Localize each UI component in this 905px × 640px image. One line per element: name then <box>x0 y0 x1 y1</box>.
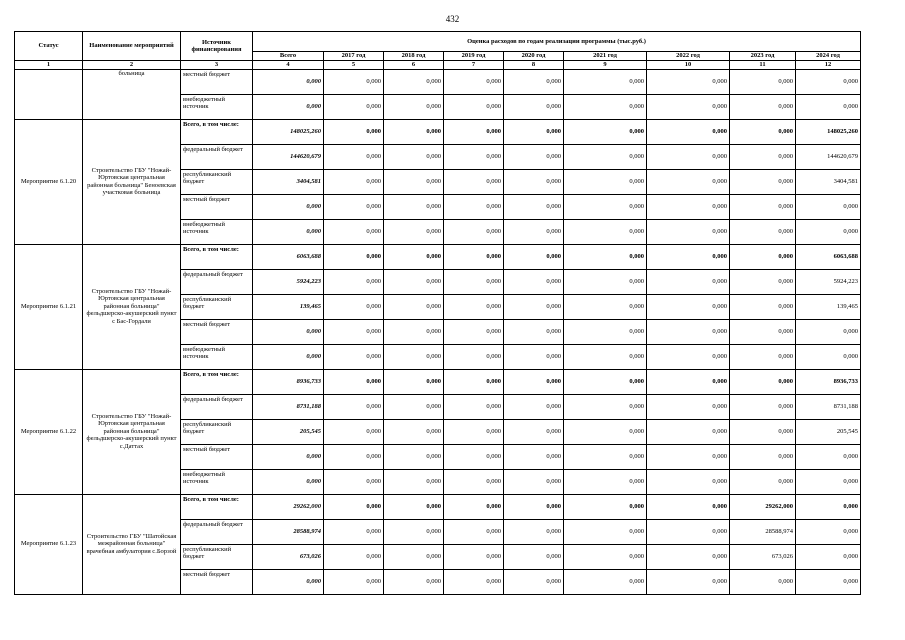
year-value: 0,000 <box>647 269 730 294</box>
year-value: 0,000 <box>324 244 384 269</box>
column-number: 5 <box>324 61 384 70</box>
year-value: 0,000 <box>384 94 444 119</box>
year-value: 0,000 <box>796 544 861 569</box>
year-value: 0,000 <box>647 194 730 219</box>
year-value: 0,000 <box>384 419 444 444</box>
year-value: 0,000 <box>384 469 444 494</box>
year-value: 0,000 <box>647 244 730 269</box>
year-value: 0,000 <box>444 519 504 544</box>
header-estimate: Оценка расходов по годам реализации программы (тыс.руб.) <box>253 32 861 52</box>
year-value: 5924,223 <box>796 269 861 294</box>
measure-status: Мероприятие 6.1.20 <box>15 119 83 244</box>
page-number: 432 <box>445 14 460 24</box>
year-value: 0,000 <box>384 394 444 419</box>
table-row <box>15 494 861 519</box>
year-value: 0,000 <box>647 294 730 319</box>
year-value: 0,000 <box>564 219 647 244</box>
header-year: 2022 год <box>647 52 730 61</box>
year-value: 6063,688 <box>796 244 861 269</box>
year-value: 0,000 <box>564 544 647 569</box>
funding-source: внебюджетный источник <box>181 219 253 244</box>
year-value: 0,000 <box>564 144 647 169</box>
year-value: 0,000 <box>444 94 504 119</box>
total-value: 205,545 <box>253 419 324 444</box>
year-value: 0,000 <box>504 469 564 494</box>
year-value: 0,000 <box>564 119 647 144</box>
year-value: 0,000 <box>444 344 504 369</box>
year-value: 0,000 <box>324 219 384 244</box>
year-value: 0,000 <box>647 469 730 494</box>
year-value: 0,000 <box>384 244 444 269</box>
column-number: 12 <box>796 61 861 70</box>
year-value: 0,000 <box>647 219 730 244</box>
total-value: 0,000 <box>253 444 324 469</box>
year-value: 0,000 <box>647 369 730 394</box>
year-value: 0,000 <box>324 119 384 144</box>
year-value: 0,000 <box>564 519 647 544</box>
year-value: 0,000 <box>564 569 647 594</box>
year-value: 0,000 <box>796 444 861 469</box>
funding-source: республиканский бюджет <box>181 419 253 444</box>
year-value: 0,000 <box>647 394 730 419</box>
year-value: 0,000 <box>384 169 444 194</box>
year-value: 0,000 <box>384 544 444 569</box>
year-value: 0,000 <box>504 119 564 144</box>
column-number: 11 <box>730 61 796 70</box>
year-value: 0,000 <box>730 119 796 144</box>
year-value: 0,000 <box>796 494 861 519</box>
total-value: 0,000 <box>253 219 324 244</box>
year-value: 0,000 <box>384 569 444 594</box>
year-value: 0,000 <box>384 369 444 394</box>
column-number: 2 <box>83 61 181 70</box>
total-value: 0,000 <box>253 194 324 219</box>
year-value: 0,000 <box>647 419 730 444</box>
header-year: 2021 год <box>564 52 647 61</box>
year-value: 0,000 <box>564 319 647 344</box>
year-value: 0,000 <box>444 569 504 594</box>
year-value: 0,000 <box>324 494 384 519</box>
year-value: 0,000 <box>504 244 564 269</box>
year-value: 0,000 <box>324 544 384 569</box>
year-value: 0,000 <box>444 169 504 194</box>
year-value: 0,000 <box>444 369 504 394</box>
funding-source: местный бюджет <box>181 319 253 344</box>
year-value: 0,000 <box>504 369 564 394</box>
funding-source: Всего, в том числе: <box>181 244 253 269</box>
year-value: 0,000 <box>564 94 647 119</box>
year-value: 0,000 <box>796 519 861 544</box>
year-value: 0,000 <box>730 194 796 219</box>
funding-source: федеральный бюджет <box>181 519 253 544</box>
total-value: 0,000 <box>253 469 324 494</box>
year-value: 0,000 <box>796 344 861 369</box>
year-value: 0,000 <box>564 294 647 319</box>
year-value: 0,000 <box>504 569 564 594</box>
year-value: 0,000 <box>324 519 384 544</box>
funding-source: республиканский бюджет <box>181 544 253 569</box>
year-value: 0,000 <box>504 194 564 219</box>
year-value: 0,000 <box>504 144 564 169</box>
year-value: 0,000 <box>384 494 444 519</box>
measure-status <box>15 69 83 119</box>
year-value: 0,000 <box>647 144 730 169</box>
header-year: 2020 год <box>504 52 564 61</box>
year-value: 0,000 <box>564 194 647 219</box>
year-value: 0,000 <box>504 69 564 94</box>
year-value: 0,000 <box>647 494 730 519</box>
year-value: 0,000 <box>564 494 647 519</box>
year-value: 0,000 <box>647 319 730 344</box>
year-value: 0,000 <box>384 219 444 244</box>
year-value: 0,000 <box>384 319 444 344</box>
year-value: 0,000 <box>730 169 796 194</box>
total-value: 139,465 <box>253 294 324 319</box>
year-value: 0,000 <box>384 144 444 169</box>
year-value: 0,000 <box>444 419 504 444</box>
column-number: 1 <box>15 61 83 70</box>
year-value: 0,000 <box>324 269 384 294</box>
column-number: 10 <box>647 61 730 70</box>
year-value: 0,000 <box>324 169 384 194</box>
year-value: 0,000 <box>564 344 647 369</box>
year-value: 0,000 <box>444 219 504 244</box>
year-value: 0,000 <box>504 219 564 244</box>
year-value: 0,000 <box>324 319 384 344</box>
year-value: 0,000 <box>324 94 384 119</box>
year-value: 0,000 <box>444 494 504 519</box>
year-value: 0,000 <box>444 294 504 319</box>
year-value: 144620,679 <box>796 144 861 169</box>
year-value: 0,000 <box>796 569 861 594</box>
year-value: 148025,260 <box>796 119 861 144</box>
total-value: 28588,974 <box>253 519 324 544</box>
measure-name: Строительство ГБУ "Ножай-Юртовская центральная районная больница" фельдшерско-акушерский пункт с.Даттах <box>83 369 181 494</box>
funding-source: местный бюджет <box>181 444 253 469</box>
funding-source: федеральный бюджет <box>181 144 253 169</box>
year-value: 0,000 <box>730 419 796 444</box>
year-value: 205,545 <box>796 419 861 444</box>
year-value: 0,000 <box>504 544 564 569</box>
year-value: 0,000 <box>324 294 384 319</box>
year-value: 139,465 <box>796 294 861 319</box>
year-value: 0,000 <box>384 344 444 369</box>
funding-source: внебюджетный источник <box>181 344 253 369</box>
measure-name: больница <box>83 69 181 119</box>
year-value: 0,000 <box>796 69 861 94</box>
year-value: 0,000 <box>796 469 861 494</box>
year-value: 0,000 <box>564 169 647 194</box>
column-number: 4 <box>253 61 324 70</box>
column-number: 3 <box>181 61 253 70</box>
year-value: 0,000 <box>504 294 564 319</box>
measure-status: Мероприятие 6.1.21 <box>15 244 83 369</box>
year-value: 0,000 <box>384 294 444 319</box>
funding-source: внебюджетный источник <box>181 469 253 494</box>
funding-source: республиканский бюджет <box>181 169 253 194</box>
year-value: 0,000 <box>504 419 564 444</box>
year-value: 0,000 <box>730 319 796 344</box>
year-value: 0,000 <box>730 469 796 494</box>
year-value: 0,000 <box>796 94 861 119</box>
year-value: 0,000 <box>647 519 730 544</box>
header-year: 2023 год <box>730 52 796 61</box>
year-value: 0,000 <box>324 394 384 419</box>
year-value: 0,000 <box>647 569 730 594</box>
year-value: 0,000 <box>444 544 504 569</box>
funding-source: федеральный бюджет <box>181 269 253 294</box>
year-value: 0,000 <box>504 319 564 344</box>
year-value: 0,000 <box>730 569 796 594</box>
year-value: 0,000 <box>730 269 796 294</box>
funding-source: федеральный бюджет <box>181 394 253 419</box>
header-total: Всего <box>253 52 324 61</box>
year-value: 0,000 <box>564 394 647 419</box>
year-value: 0,000 <box>564 419 647 444</box>
header-year: 2024 год <box>796 52 861 61</box>
year-value: 0,000 <box>324 419 384 444</box>
year-value: 0,000 <box>730 294 796 319</box>
total-value: 673,026 <box>253 544 324 569</box>
year-value: 0,000 <box>647 444 730 469</box>
year-value: 673,026 <box>730 544 796 569</box>
year-value: 0,000 <box>564 269 647 294</box>
year-value: 0,000 <box>324 569 384 594</box>
year-value: 0,000 <box>647 169 730 194</box>
measure-status: Мероприятие 6.1.23 <box>15 494 83 594</box>
year-value: 0,000 <box>504 394 564 419</box>
header-status: Статус <box>15 32 83 61</box>
total-value: 8731,188 <box>253 394 324 419</box>
year-value: 0,000 <box>564 244 647 269</box>
header-year: 2018 год <box>384 52 444 61</box>
column-numbers-row <box>15 61 861 70</box>
year-value: 0,000 <box>730 369 796 394</box>
year-value: 0,000 <box>444 394 504 419</box>
column-number: 9 <box>564 61 647 70</box>
header-year: 2019 год <box>444 52 504 61</box>
year-value: 0,000 <box>796 219 861 244</box>
total-value: 0,000 <box>253 94 324 119</box>
year-value: 0,000 <box>564 69 647 94</box>
year-value: 0,000 <box>444 69 504 94</box>
year-value: 0,000 <box>324 69 384 94</box>
year-value: 0,000 <box>564 369 647 394</box>
total-value: 6063,688 <box>253 244 324 269</box>
year-value: 0,000 <box>647 344 730 369</box>
year-value: 29262,000 <box>730 494 796 519</box>
year-value: 0,000 <box>730 444 796 469</box>
year-value: 0,000 <box>324 344 384 369</box>
total-value: 148025,260 <box>253 119 324 144</box>
column-number: 7 <box>444 61 504 70</box>
year-value: 0,000 <box>730 394 796 419</box>
year-value: 0,000 <box>730 144 796 169</box>
year-value: 0,000 <box>564 469 647 494</box>
year-value: 0,000 <box>444 244 504 269</box>
budget-table <box>14 31 861 595</box>
year-value: 0,000 <box>324 144 384 169</box>
year-value: 0,000 <box>730 219 796 244</box>
year-value: 28588,974 <box>730 519 796 544</box>
header-year: 2017 год <box>324 52 384 61</box>
funding-source: республиканский бюджет <box>181 294 253 319</box>
measure-name: Строительство ГБУ "Ножай-Юртовская центральная районная больница" фельдшерско-акушерский пункт с Бас-Гордали <box>83 244 181 369</box>
year-value: 0,000 <box>504 169 564 194</box>
total-value: 0,000 <box>253 569 324 594</box>
funding-source: Всего, в том числе: <box>181 119 253 144</box>
year-value: 0,000 <box>324 194 384 219</box>
year-value: 0,000 <box>384 69 444 94</box>
year-value: 0,000 <box>730 69 796 94</box>
year-value: 0,000 <box>730 244 796 269</box>
year-value: 3404,581 <box>796 169 861 194</box>
year-value: 0,000 <box>384 194 444 219</box>
year-value: 8731,188 <box>796 394 861 419</box>
year-value: 0,000 <box>324 444 384 469</box>
year-value: 0,000 <box>444 144 504 169</box>
measure-status: Мероприятие 6.1.22 <box>15 369 83 494</box>
year-value: 0,000 <box>384 269 444 294</box>
year-value: 0,000 <box>730 94 796 119</box>
total-value: 0,000 <box>253 319 324 344</box>
column-number: 8 <box>504 61 564 70</box>
year-value: 0,000 <box>647 69 730 94</box>
year-value: 0,000 <box>504 94 564 119</box>
table-row <box>15 369 861 394</box>
year-value: 0,000 <box>504 269 564 294</box>
year-value: 0,000 <box>730 344 796 369</box>
funding-source: местный бюджет <box>181 69 253 94</box>
year-value: 0,000 <box>504 444 564 469</box>
year-value: 0,000 <box>796 194 861 219</box>
header-source: Источник финансирования <box>181 32 253 61</box>
year-value: 0,000 <box>647 544 730 569</box>
table-row <box>15 119 861 144</box>
total-value: 0,000 <box>253 69 324 94</box>
measure-name: Строительство ГБУ "Шатойская межрайонная больница" врачебная амбулатория с.Борзой <box>83 494 181 594</box>
total-value: 3404,581 <box>253 169 324 194</box>
year-value: 0,000 <box>324 469 384 494</box>
year-value: 0,000 <box>504 519 564 544</box>
year-value: 0,000 <box>647 94 730 119</box>
year-value: 0,000 <box>504 494 564 519</box>
funding-source: внебюджетный источник <box>181 94 253 119</box>
year-value: 8936,733 <box>796 369 861 394</box>
total-value: 0,000 <box>253 344 324 369</box>
year-value: 0,000 <box>384 444 444 469</box>
funding-source: Всего, в том числе: <box>181 369 253 394</box>
funding-source: местный бюджет <box>181 194 253 219</box>
year-value: 0,000 <box>796 319 861 344</box>
funding-source: Всего, в том числе: <box>181 494 253 519</box>
table-row <box>15 244 861 269</box>
year-value: 0,000 <box>444 119 504 144</box>
year-value: 0,000 <box>444 269 504 294</box>
year-value: 0,000 <box>444 194 504 219</box>
year-value: 0,000 <box>384 519 444 544</box>
year-value: 0,000 <box>444 444 504 469</box>
column-number: 6 <box>384 61 444 70</box>
funding-source: местный бюджет <box>181 569 253 594</box>
total-value: 8936,733 <box>253 369 324 394</box>
year-value: 0,000 <box>504 344 564 369</box>
year-value: 0,000 <box>647 119 730 144</box>
year-value: 0,000 <box>564 444 647 469</box>
total-value: 144620,679 <box>253 144 324 169</box>
year-value: 0,000 <box>384 119 444 144</box>
year-value: 0,000 <box>444 469 504 494</box>
year-value: 0,000 <box>324 369 384 394</box>
year-value: 0,000 <box>444 319 504 344</box>
total-value: 29262,000 <box>253 494 324 519</box>
header-name: Наименование мероприятий <box>83 32 181 61</box>
table-row <box>15 69 861 94</box>
total-value: 5924,223 <box>253 269 324 294</box>
measure-name: Строительство ГБУ "Ножай-Юртовская центральная районная больница" Беноевская участковая больница <box>83 119 181 244</box>
